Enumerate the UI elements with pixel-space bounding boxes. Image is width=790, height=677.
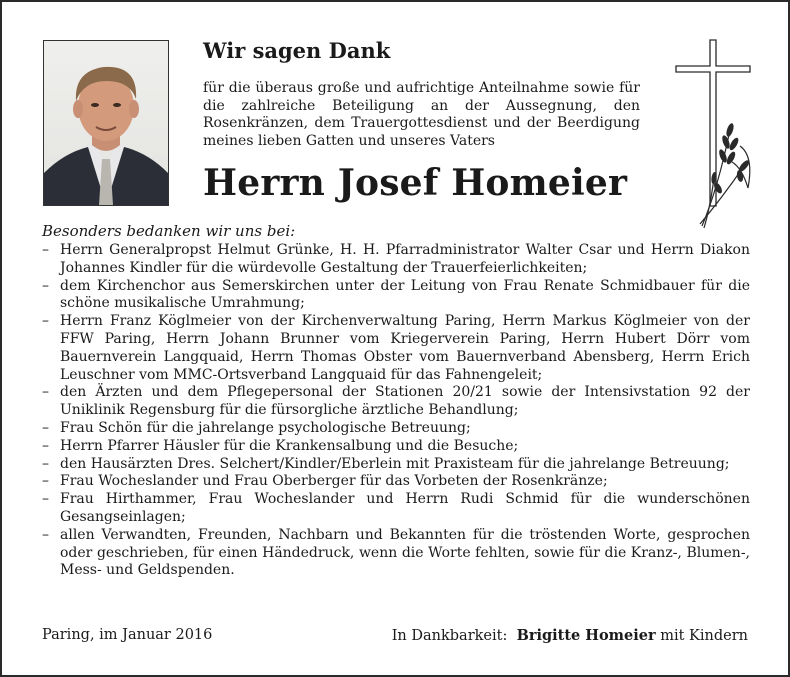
thanks-item: – allen Verwandten, Freunden, Nachbarn und Bekannten für die tröstenden Worte, gesprochen oder geschrieben, für einen Händedruck, wenn die Worte fehlten, sowie für die Kranz-, Blumen-, Mess- und Geldspenden. <box>42 527 750 580</box>
signoff-suffix: mit Kindern <box>660 628 748 644</box>
deceased-name: Herrn Josef Homeier <box>203 162 628 204</box>
thanks-item: – Herrn Pfarrer Häusler für die Krankensalbung und die Besuche; <box>42 438 750 456</box>
signoff-prefix: In Dankbarkeit: <box>391 628 508 644</box>
thanks-item: – dem Kirchenchor aus Semerskirchen unter der Leitung von Frau Renate Schmidbauer für die schöne musikalische Umrahmung; <box>42 278 750 314</box>
intro-text: für die überaus große und aufrichtige Anteilnahme sowie für die zahlreiche Beteiligung an der Aussegnung, den Rosenkränzen, dem Trauergottesdienst und der Beerdigung meines lieben Gatten und unseres Vaters <box>203 80 640 149</box>
thanks-item: – Frau Wocheslander und Frau Oberberger für das Vorbeten der Rosenkränze; <box>42 473 750 491</box>
thanks-item: – Frau Hirthammer, Frau Wocheslander und Herrn Rudi Schmid für die wunderschönen Gesangseinlagen; <box>42 491 750 527</box>
signoff-name: Brigitte Homeier <box>516 627 656 644</box>
place-date: Paring, im Januar 2016 <box>42 627 213 643</box>
thanks-item: – Herrn Generalpropst Helmut Grünke, H. H. Pfarradministrator Walter Csar und Herrn Diakon Johannes Kindler für die würdevolle Gestaltung der Trauerfeierlichkeiten; <box>42 242 750 278</box>
thanks-list <box>42 242 750 580</box>
thanks-item: – Frau Schön für die jahrelange psychologische Betreuung; <box>42 420 750 438</box>
thanks-item: – den Hausärzten Dres. Selchert/Kindler/Eberlein mit Praxisteam für die jahrelange Betreuung; <box>42 456 750 474</box>
heading: Wir sagen Dank <box>203 38 391 63</box>
cross-with-wheat-icon <box>670 38 756 230</box>
portrait-photo <box>43 40 169 206</box>
thanks-intro: Besonders bedanken wir uns bei: <box>42 222 296 240</box>
thanks-item: – den Ärzten und dem Pflegepersonal der Stationen 20/21 sowie der Intensivstation 92 der Uniklinik Regensburg für die fürsorgliche ärztliche Behandlung; <box>42 384 750 420</box>
thanks-item: – Herrn Franz Köglmeier von der Kirchenverwaltung Paring, Herrn Markus Köglmeier von der FFW Paring, Herrn Johann Brunner vom Kriegerverein Paring, Herrn Hubert Dörr vom Bauernverein Langquaid, Herrn Thomas Obster vom Bauernverband Abensberg, Herrn Erich Leuschner vom MMC-Ortsverband Langquaid für das Fahnengeleit; <box>42 313 750 384</box>
signoff <box>392 627 748 644</box>
